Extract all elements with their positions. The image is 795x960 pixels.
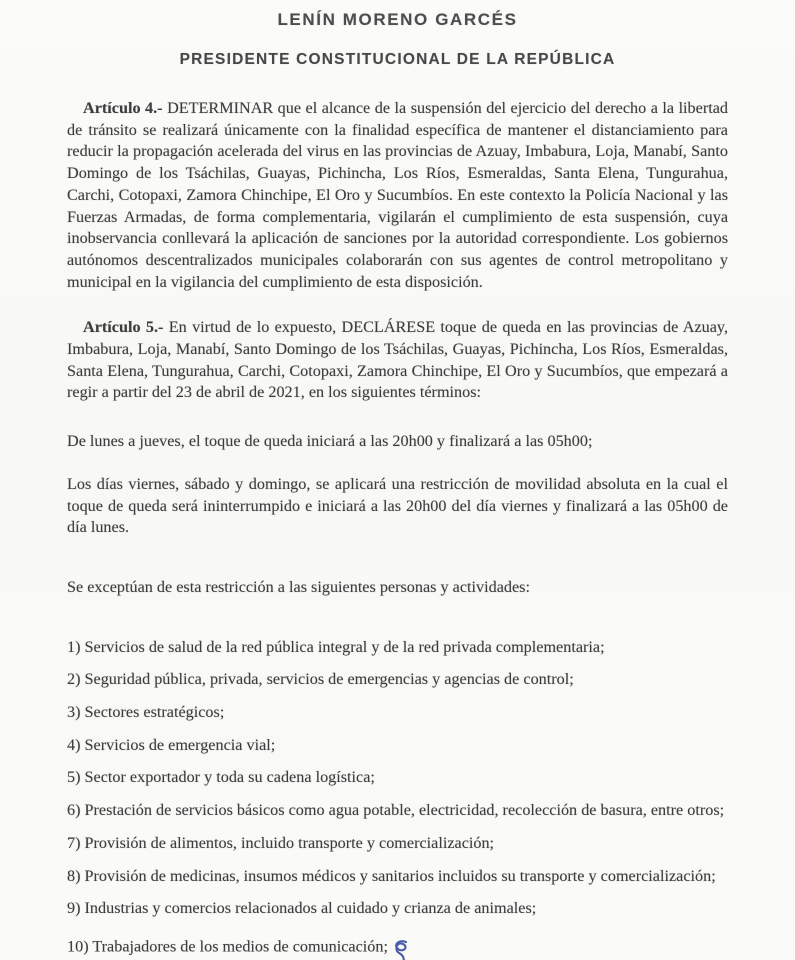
article-4-paragraph	[67, 98, 728, 293]
exception-item-1: 1) Servicios de salud de la red pública integral y de la red privada complementaria;	[67, 637, 605, 656]
exception-item-5: 5) Sector exportador y toda su cadena logística;	[67, 768, 375, 787]
document-title: LENÍN MORENO GARCÉS	[277, 10, 518, 29]
exception-item-7: 7) Provisión de alimentos, incluido transporte y comercialización;	[67, 833, 495, 852]
article-5-paragraph	[67, 317, 728, 404]
exception-item-3: 3) Sectores estratégicos;	[67, 703, 225, 722]
exception-item-6: 6) Prestación de servicios básicos como agua potable, electricidad, recolección de basura, entre otros;	[67, 801, 725, 820]
exceptions-intro: Se exceptúan de esta restricción a las siguientes personas y actividades:	[67, 577, 530, 596]
exception-item-10	[67, 931, 728, 960]
curfew-weekend-term: Los días viernes, sábado y domingo, se aplicará una restricción de movilidad absoluta en la cual el toque de queda será ininterrumpido e iniciará a las 20h00 del día viernes y finalizará a las 05h00 de día lunes.	[67, 474, 728, 537]
article-5-text: En virtud de lo expuesto, DECLÁRESE toque de queda en las provincias de Azuay, Imbabura, Loja, Manabí, Santo Domingo de los Tsáchilas, Guayas, Pichincha, Los Ríos, Esmeraldas, Santa Elena, Tungurahua, Carchi, Cotopaxi, Zamora Chinchipe, El Oro y Sucumbíos, que empezará a regir a partir del 23 de abril de 2021, en los siguientes términos:	[67, 318, 728, 402]
exception-item-10-text: 10) Trabajadores de los medios de comunicación;	[67, 937, 388, 956]
article-5-label: Artículo 5.-	[83, 318, 164, 337]
exception-item-9: 9) Industrias y comercios relacionados al cuidado y crianza de animales;	[67, 899, 537, 918]
exception-item-2: 2) Seguridad pública, privada, servicios de emergencias y agencias de control;	[67, 670, 574, 689]
blue-pen-squiggle-icon	[390, 939, 416, 960]
curfew-weekday-term: De lunes a jueves, el toque de queda iniciará a las 20h00 y finalizará a las 05h00;	[67, 432, 593, 451]
document-subtitle: PRESIDENTE CONSTITUCIONAL DE LA REPÚBLICA	[179, 51, 616, 68]
article-4-label: Artículo 4.-	[83, 99, 163, 117]
exception-item-4: 4) Servicios de emergencia vial;	[67, 735, 276, 754]
exception-item-8: 8) Provisión de medicinas, insumos médicos y sanitarios incluidos su transporte y comercialización;	[67, 866, 716, 885]
article-4-text: DETERMINAR que el alcance de la suspensión del ejercicio del derecho a la libertad de tránsito se realizará únicamente con la finalidad específica de mantener el distanciamiento para reducir la propagación acelerada del virus en las provincias de Azuay, Imbabura, Loja, Manabí, Santo Domingo de los Tsáchilas, Guayas, Pichincha, Los Ríos, Esmeraldas, Santa Elena, Tungurahua, Carchi, Cotopaxi, Zamora Chinchipe, El Oro y Sucumbíos. En este contexto la Policía Nacional y las Fuerzas Armadas, de forma complementaria, vigilarán el cumplimiento de esta suspensión, cuya inobservancia conllevará la aplicación de sanciones por la autoridad correspondiente. Los gobiernos autónomos descentralizados municipales colaborarán con sus agentes de control metropolitano y municipal en la vigilancia del cumplimiento de esta disposición.	[67, 99, 729, 291]
